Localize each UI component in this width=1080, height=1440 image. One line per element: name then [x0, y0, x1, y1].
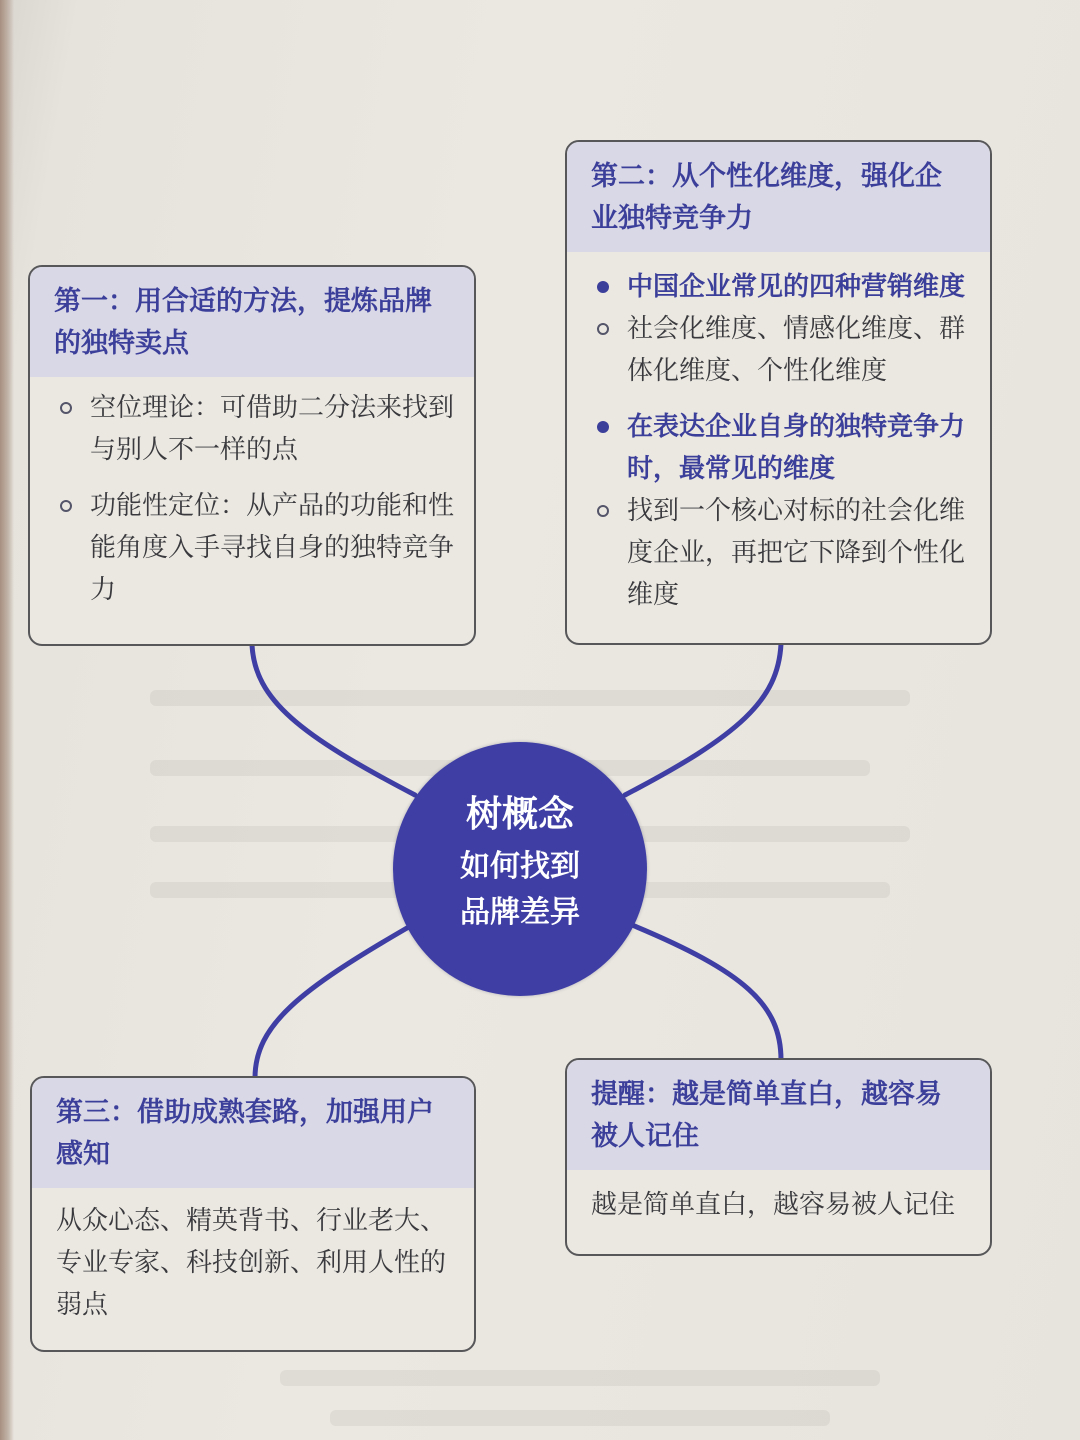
connector-third	[255, 928, 407, 1078]
branch-second-detail-2: 找到一个核心对标的社会化维度企业，再把它下降到个性化维度	[591, 490, 970, 616]
branch-third-title: 第三：借助成熟套路，加强用户感知	[32, 1078, 474, 1188]
branch-card-first	[28, 265, 476, 646]
connector-reminder	[632, 925, 781, 1060]
center-subtitle-line2: 品牌差异	[460, 895, 580, 930]
branch-third-body: 从众心态、精英背书、行业老大、专业专家、科技创新、利用人性的弱点	[56, 1206, 447, 1320]
branch-first-item-2: 功能性定位：从产品的功能和性能角度入手寻找自身的独特竞争力	[54, 485, 454, 611]
center-node	[393, 742, 647, 996]
branch-card-third	[30, 1076, 476, 1352]
center-subtitle-line1: 如何找到	[460, 849, 580, 884]
branch-second-title: 第二：从个性化维度，强化企业独特竞争力	[567, 142, 990, 252]
branch-reminder-body: 越是简单直白，越容易被人记住	[591, 1190, 956, 1220]
branch-reminder-title: 提醒：越是简单直白，越容易被人记住	[567, 1060, 990, 1170]
branch-first-body	[30, 377, 474, 621]
branch-second-heading-1: 中国企业常见的四种营销维度	[591, 266, 970, 308]
branch-second-heading-2: 在表达企业自身的独特竞争力时，最常见的维度	[591, 406, 970, 490]
center-title: 树概念	[465, 794, 574, 835]
branch-card-reminder	[565, 1058, 992, 1256]
connector-second	[625, 644, 781, 795]
branch-second-detail-1: 社会化维度、情感化维度、群体化维度、个性化维度	[591, 308, 970, 392]
connector-first	[252, 645, 415, 795]
branch-second-body	[567, 252, 990, 626]
branch-first-item-1: 空位理论：可借助二分法来找到与别人不一样的点	[54, 387, 454, 471]
branch-first-title: 第一：用合适的方法，提炼品牌的独特卖点	[30, 267, 474, 377]
branch-card-second	[565, 140, 992, 645]
